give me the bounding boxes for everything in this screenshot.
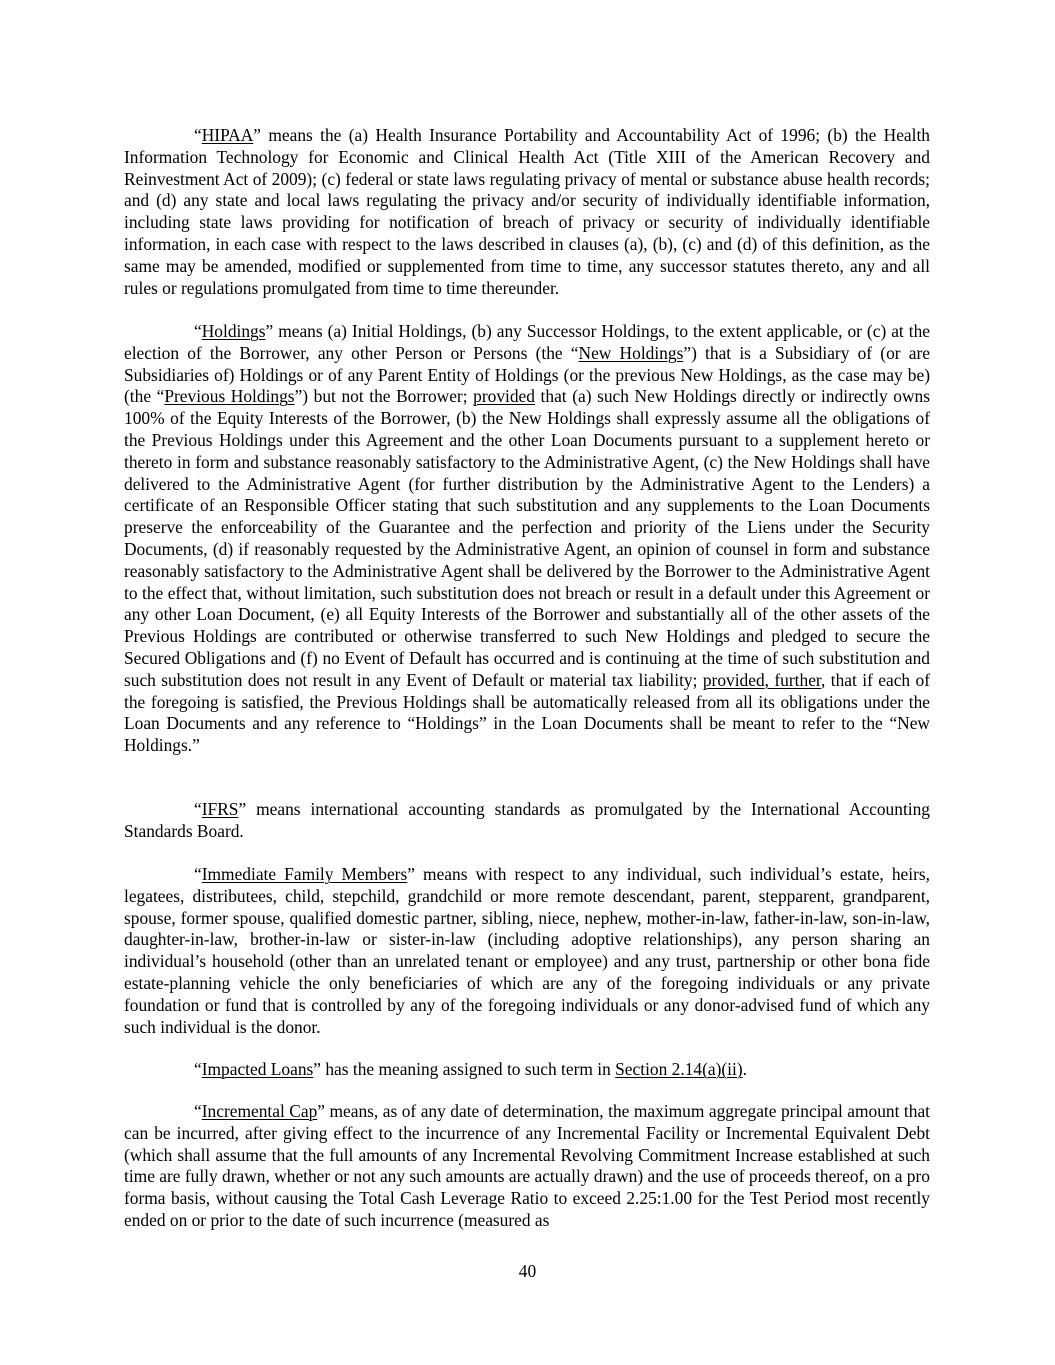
- definition-immediate-family-members: “Immediate Family Members” means with respect to any individual, such individual’s estate, heirs, legatees, distributees, child, stepchild, grandchild or more remote descendant, parent, stepparent, grandparent, spouse, former spouse, qualified domestic partner, sibling, niece, nephew, mother-in-law, father-in-law, son-in-law, daughter-in-law, brother-in-law or sister-in-law (including adoptive relationships), any person sharing an individual’s household (other than an unrelated tenant or employee) and any trust, partnership or other bona fide estate-planning vehicle the only beneficiaries of which are any of the foregoing individuals or any private foundation or fund that is controlled by any of the foregoing individuals or any donor-advised fund of which any such individual is the donor.: [124, 864, 931, 1037]
- provided-term: provided: [473, 386, 535, 407]
- defined-term-incremental-cap: Incremental Cap: [201, 1101, 318, 1121]
- defined-term-holdings: Holdings: [201, 321, 266, 341]
- provided-further-term: provided, further: [702, 669, 822, 690]
- definition-impacted-loans: “Impacted Loans” has the meaning assigned to such term in Section 2.14(a)(ii).: [194, 1059, 747, 1079]
- defined-term-ifrs: IFRS: [201, 799, 239, 819]
- section-reference-link[interactable]: Section 2.14(a)(ii): [615, 1059, 743, 1079]
- defined-term-immediate-family-members: Immediate Family Members: [201, 864, 408, 884]
- defined-term-new-holdings: New Holdings: [578, 342, 684, 363]
- definition-ifrs: “IFRS” means international accounting standards as promulgated by the International Accounting Standards Board.: [124, 799, 930, 841]
- page-number: 40: [518, 1261, 537, 1281]
- definition-hipaa: “HIPAA” means the (a) Health Insurance Portability and Accountability Act of 1996; (b) the Health Information Technology for Economic and Clinical Health Act (Title XIII of the American Recovery and Reinvestment Act of 2009); (c) federal or state laws regulating privacy of mental or substance abuse health records; and (d) any state and local laws regulating the privacy and/or security of individually identifiable information, including state laws providing for notification of breach of privacy or security of individually identifiable information, in each case with respect to the laws described in clauses (a), (b), (c) and (d) of this definition, as the same may be amended, modified or supplemented from time to time, any successor statutes thereto, any and all rules or regulations promulgated from time to time thereunder.: [124, 125, 930, 298]
- defined-term-impacted-loans: Impacted Loans: [201, 1059, 314, 1079]
- defined-term-previous-holdings: Previous Holdings: [164, 386, 295, 407]
- defined-term-hipaa: HIPAA: [201, 125, 254, 145]
- definition-incremental-cap: “Incremental Cap” means, as of any date of determination, the maximum aggregate principal amount that can be incurred, after giving effect to the incurrence of any Incremental Facility or Incremental Equivalent Debt (which shall assume that the full amounts of any Incremental Revolving Commitment Increase established at such time are fully drawn, whether or not any such amounts are actually drawn) and the use of proceeds thereof, on a pro forma basis, without causing the Total Cash Leverage Ratio to exceed 2.25:1.00 for the Test Period most recently ended on or prior to the date of such incurrence (measured as: [124, 1101, 930, 1230]
- definition-holdings: “Holdings” means (a) Initial Holdings, (b) any Successor Holdings, to the extent applicable, or (c) at the election of the Borrower, any other Person or Persons (the “New Holdings”) that is a Subsidiary of (or are Subsidiaries of) Holdings or of any Parent Entity of Holdings (or the previous New Holdings, as the case may be) (the “Previous Holdings”) but not the Borrower; provided that (a) such New Holdings directly or indirectly owns 100% of the Equity Interests of the Borrower, (b) the New Holdings shall expressly assume all the obligations of the Previous Holdings under this Agreement and the other Loan Documents pursuant to a supplement hereto or thereto in form and substance reasonably satisfactory to the Administrative Agent, (c) the New Holdings shall have delivered to the Administrative Agent (for further distribution by the Administrative Agent to the Lenders) a certificate of an Responsible Officer stating that such substitution and any supplements to the Loan Documents preserve the enforceability of the Guarantee and the perfection and priority of the Liens under the Security Documents, (d) if reasonably requested by the Administrative Agent, an opinion of counsel in form and substance reasonably satisfactory to the Administrative Agent shall be delivered by the Borrower to the Administrative Agent to the effect that, without limitation, such substitution does not breach or result in a default under this Agreement or any other Loan Document, (e) all Equity Interests of the Borrower and substantially all of the other assets of the Previous Holdings are contributed or otherwise transferred to such New Holdings and pledged to secure the Secured Obligations and (f) no Event of Default has occurred and is continuing at the time of such substitution and such substitution does not result in any Event of Default or material tax liability; provided, further, that if each of the foregoing is satisfied, the Previous Holdings shall be automatically released from all its obligations under the Loan Documents and any reference to “Holdings” in the Loan Documents shall be meant to refer to the “New Holdings.”: [124, 321, 930, 756]
